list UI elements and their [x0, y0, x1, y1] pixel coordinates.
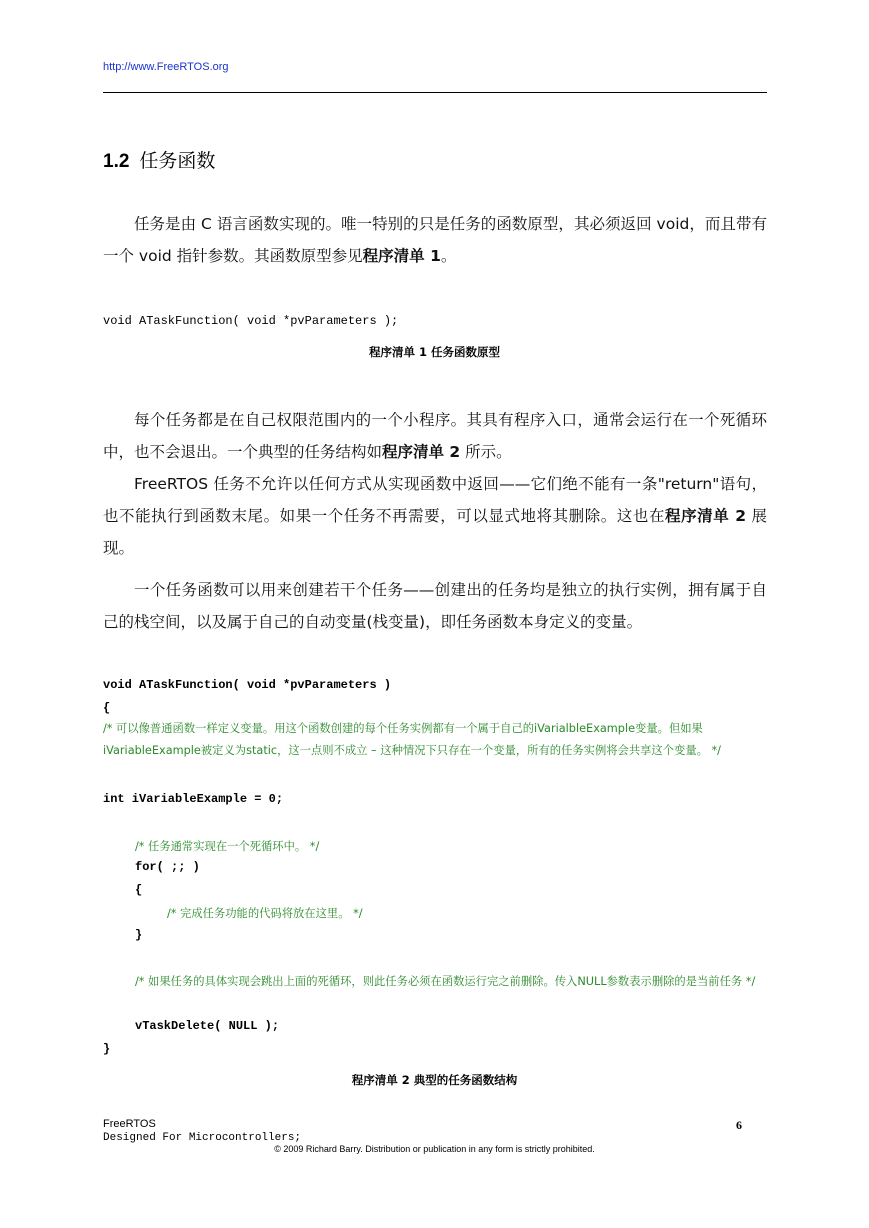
paragraph-3-end: 展现。 — [103, 507, 768, 557]
footer-tagline: Designed For Microcontrollers; — [103, 1132, 302, 1144]
listing-2-comment-variables: /* 可以像普通函数一样定义变量。用这个函数创建的每个任务实例都有一个属于自己的iVarialbleExample变量。但如果iVariableExample被定义为static，这一点则不成立 – 这种情况下只存在一个变量，所有的任务实例将会共享这个变量。 */ — [103, 722, 721, 757]
listing-2-comment-loop: /* 任务通常实现在一个死循环中。 */ — [135, 840, 320, 853]
listing-2-variable-declaration: int iVariableExample = 0; — [103, 792, 284, 806]
page-number: 6 — [736, 1118, 742, 1132]
section-number: 1.2 — [103, 151, 130, 172]
listing-1-caption: 程序清单 1 任务函数原型 — [368, 345, 500, 359]
section-heading — [103, 146, 215, 173]
listing-2-reference: 程序清单 2 — [665, 507, 747, 525]
listing-2-comment-delete: /* 如果任务的具体实现会跳出上面的死循环，则此任务必须在函数运行完之前删除。传入NULL参数表示删除的是当前任务 */ — [135, 975, 756, 988]
listing-2-reference: 程序清单 2 — [382, 443, 461, 461]
paragraph-3 — [103, 468, 767, 564]
paragraph-1-text: 任务是由 C 语言函数实现的。唯一特别的只是任务的函数原型，其必须返回 void，而且带有一个 void 指针参数。其函数原型参见 — [103, 215, 767, 265]
listing-2-for-loop: for( ;; ) — [135, 860, 200, 874]
paragraph-3-text: FreeRTOS 任务不允许以任何方式从实现函数中返回——它们绝不能有一条"return"语句，也不能执行到函数末尾。如果一个任务不再需要，可以显式地将其删除。这也在 — [103, 475, 767, 525]
listing-2-caption: 程序清单 2 典型的任务函数结构 — [351, 1073, 518, 1087]
listing-2-for-close-brace: } — [135, 928, 143, 942]
listing-2-for-open-brace: { — [135, 883, 143, 897]
paragraph-2-end: 所示。 — [460, 443, 512, 461]
paragraph-1-end: 。 — [440, 247, 457, 265]
paragraph-4 — [103, 574, 767, 638]
listing-1-reference: 程序清单 1 — [362, 247, 441, 265]
paragraph-2 — [103, 404, 767, 468]
header-url-link[interactable]: http://www.FreeRTOS.org — [103, 61, 229, 73]
section-title: 任务函数 — [139, 151, 216, 172]
listing-2-signature: void ATaskFunction( void *pvParameters ) — [103, 678, 392, 692]
listing-2-close-brace: } — [103, 1042, 111, 1056]
listing-2-task-delete: vTaskDelete( NULL ); — [135, 1019, 280, 1033]
header-divider — [103, 92, 767, 93]
listing-2-comment-body: /* 完成任务功能的代码将放在这里。 */ — [167, 907, 363, 920]
listing-1-code: void ATaskFunction( void *pvParameters ); — [103, 314, 399, 328]
paragraph-4-text: 一个任务函数可以用来创建若干个任务——创建出的任务均是独立的执行实例，拥有属于自己的栈空间，以及属于自己的自动变量(栈变量)，即任务函数本身定义的变量。 — [103, 581, 767, 631]
paragraph-2-text: 每个任务都是在自己权限范围内的一个小程序。其具有程序入口，通常会运行在一个死循环中，也不会退出。一个典型的任务结构如 — [103, 411, 767, 461]
footer-copyright: © 2009 Richard Barry. Distribution or publication in any form is strictly prohibited. — [274, 1144, 595, 1154]
listing-2-open-brace: { — [103, 701, 111, 715]
footer-product: FreeRTOS — [103, 1118, 156, 1130]
paragraph-1 — [103, 208, 767, 272]
